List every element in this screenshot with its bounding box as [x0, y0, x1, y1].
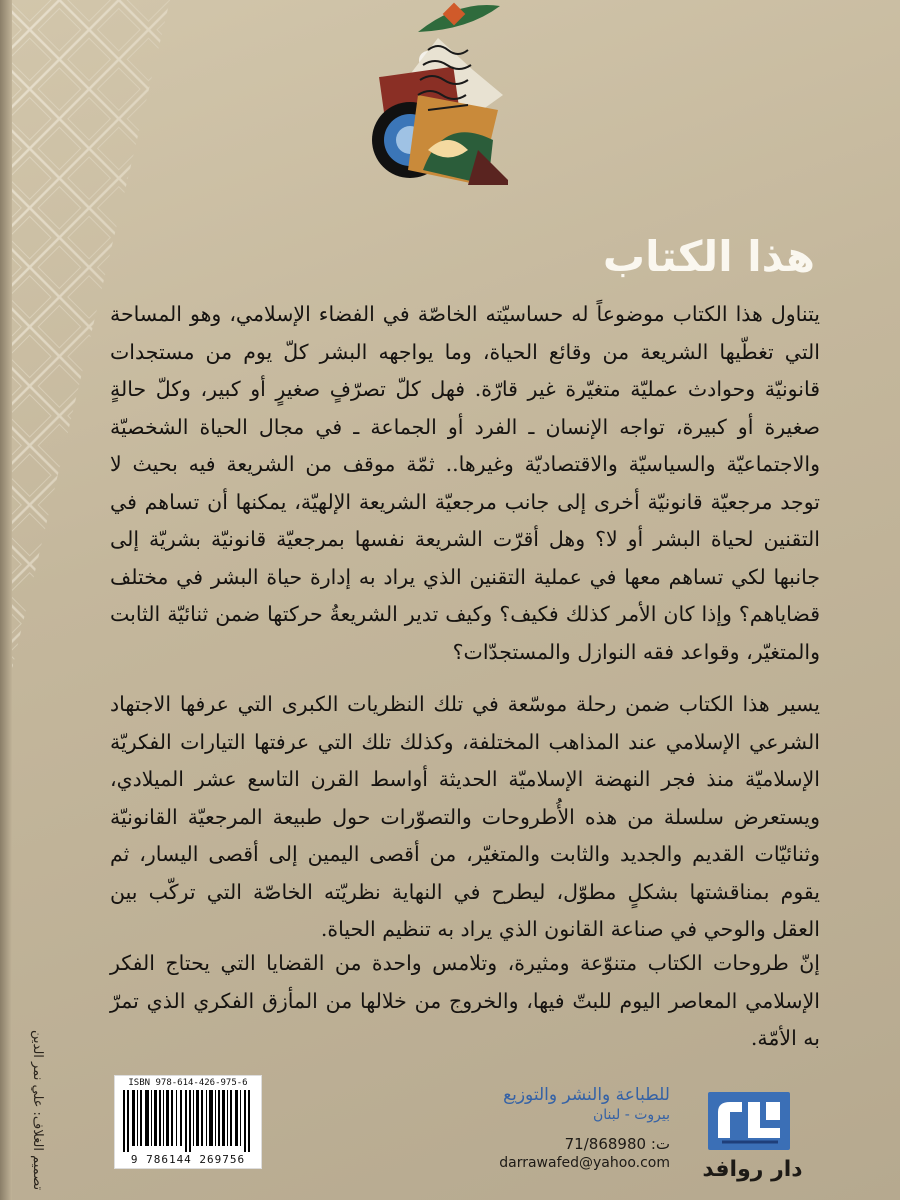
- section-title: هذا الكتاب: [602, 232, 815, 281]
- calligraphy-art-emblem: [368, 0, 508, 195]
- isbn-barcode: [114, 1075, 262, 1169]
- barcode-digits: 9 786144 269756: [130, 1153, 246, 1166]
- publisher-phone: ت: 71/868980: [564, 1135, 670, 1153]
- publisher-logo-icon: [708, 1092, 790, 1150]
- publisher-info: [470, 1085, 670, 1171]
- description-paragraph-3: إنّ طروحات الكتاب متنوّعة ومثيرة، وتلامس واحدة من القضايا التي يحتاج الفكر الإسلامي المعاصر اليوم للبتّ فيها، والخروج من خلالها من المأزق الفكري الذي تمرّ به الأمّة.: [110, 951, 820, 1050]
- cover-design-credit: تصميم الغلاف: علي نمر الدين: [30, 1030, 45, 1191]
- publisher-tagline: للطباعة والنشر والتوزيع: [503, 1085, 670, 1105]
- barcode-bars-icon: [123, 1090, 253, 1152]
- description-paragraph-2: يسير هذا الكتاب ضمن رحلة موسّعة في تلك النظريات الكبرى التي عرفها الاجتهاد الشرعي الإسلامي عند المذاهب المختلفة، وكذلك تلك التي عرفتها التيارات الفكريّة الإسلاميّة منذ فجر النهضة الإسلاميّة الحديثة أواسط القرن التاسع عشر الميلادي، ويستعرض سلسلة من هذه الأُطروحات والتصوّرات حول طبيعة المرجعيّة القانونيّة وثنائيّات القديم والجديد والثابت والمتغيّر، من أقصى اليمين إلى أقصى اليسار، ثم يقوم بمناقشتها بشكلٍ مطوّل، ليطرح في النهاية نظريّته الخاصّة التي تركّب بين العقل والوحي في صناعة القانون الذي يراد به تنظيم الحياة.: [110, 692, 820, 941]
- description-paragraph-1: يتناول هذا الكتاب موضوعاً له حساسيّته الخاصّة في الفضاء الإسلامي، وهو المساحة التي تغطّيها الشريعة من وقائع الحياة، وما يواجهه البشر كلّ يوم من مستجدات قانونيّة وحوادث عمليّة متغيّرة غير قارّة. فهل كلّ تصرّفٍ صغيرٍ أو كبير، وكلّ حالةٍ صغيرة أو كبيرة، تواجه الإنسان ـ الفرد أو الجماعة ـ في مجال الحياة الشخصيّة والاجتماعيّة والسياسيّة والاقتصاديّة وغيرها.. ثمّة موقف من الشريعة فيه بحيث لا توجد مرجعيّة قانونيّة أخرى إلى جانب مرجعيّة الشريعة الإلهيّة، يمكنها أن تساهم في التقنين لحياة البشر أو لا؟ وهل أقرّت الشريعة نفسها بمرجعيّة قانونيّة بشريّة إلى جانبها لكي تساهم معها في عملية التقنين الذي يراد به إدارة حياة البشر في مختلف قضاياهم؟ وإذا كان الأمر كذلك فكيف؟ وكيف تدير الشريعةُ حركتها ضمن ثنائيّة الثابت والمتغيّر، وقواعد فقه النوازل والمستجدّات؟: [110, 302, 820, 664]
- publisher-location: بيروت - لبنان: [593, 1107, 670, 1123]
- publisher-email: darrawafed@yahoo.com: [499, 1155, 670, 1171]
- isbn-label: ISBN 978-614-426-975-6: [128, 1078, 248, 1088]
- publisher-name: دار روافد: [702, 1157, 803, 1182]
